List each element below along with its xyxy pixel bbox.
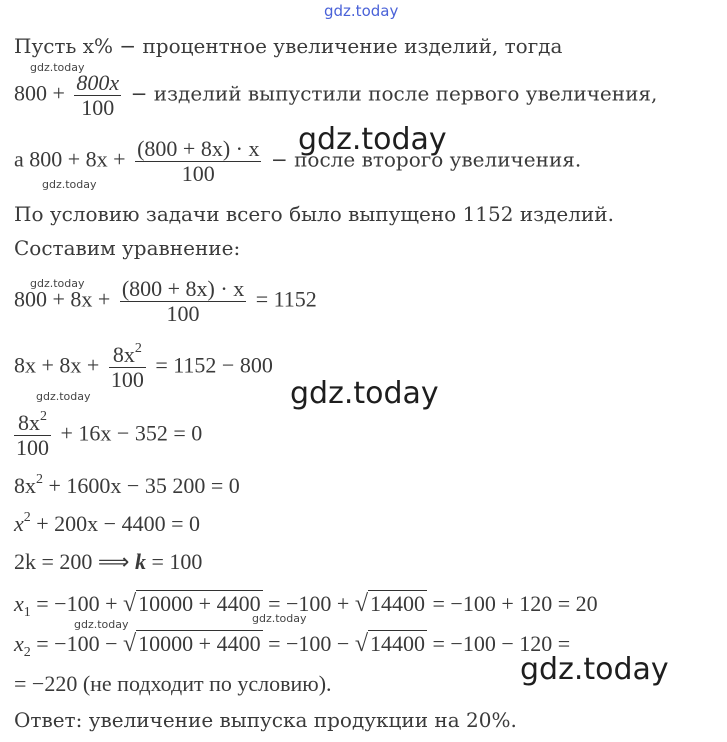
- fraction-numerator: [109, 341, 146, 367]
- expr-part: = 1152: [255, 286, 317, 312]
- fraction-denominator: 100: [74, 95, 121, 119]
- fraction: [14, 409, 51, 460]
- expr-part: 8x + 8x +: [14, 352, 100, 378]
- equation-6: [14, 550, 202, 574]
- fraction-denominator: 100: [16, 435, 49, 460]
- text-line-condition: По условию задачи всего было выпущено 1152 изделий.: [14, 202, 614, 226]
- exponent: 2: [134, 341, 142, 356]
- expr-part: = −100 − 120 =: [432, 631, 571, 656]
- expr-text: − после второго увеличения.: [270, 147, 582, 172]
- expr-part: = −100 −: [268, 631, 350, 656]
- expr-part: = −100 +: [268, 591, 350, 616]
- fraction-numerator: (800 + 8x) · x: [121, 276, 245, 301]
- expr-text: − изделий выпустили после первого увеличения,: [130, 81, 658, 106]
- radicand: 14400: [370, 631, 425, 656]
- root-x2: [14, 631, 571, 660]
- fraction-denominator: 100: [110, 367, 144, 392]
- sqrt-sign-icon: √: [354, 631, 368, 657]
- equation-2: [14, 341, 273, 392]
- subscript: 1: [23, 605, 31, 620]
- watermark-small: gdz.today: [30, 61, 85, 74]
- sqrt-expression: [123, 592, 263, 616]
- subscript: 2: [23, 645, 31, 660]
- watermark-small: gdz.today: [42, 178, 97, 191]
- expr-part: а 800 + 8x +: [14, 146, 126, 172]
- radicand: 14400: [370, 591, 425, 616]
- sqrt-expression: [355, 592, 427, 616]
- fraction: [120, 278, 246, 325]
- fraction-denominator: 100: [135, 161, 261, 185]
- watermark-large: gdz.today: [290, 376, 439, 411]
- variable-x: x: [14, 511, 24, 536]
- numerator-base: 8x: [112, 342, 135, 367]
- fraction-denominator: 100: [120, 301, 246, 325]
- fraction-numerator: 800x: [76, 70, 120, 95]
- expr-part: + 16x − 352 = 0: [60, 420, 203, 446]
- expr-part: + 1600x − 35 200 = 0: [48, 473, 240, 498]
- variable-k: k: [134, 549, 146, 574]
- expr-part: = 1152 − 800: [155, 352, 273, 378]
- sqrt-expression: [123, 632, 263, 656]
- watermark-large: gdz.today: [520, 652, 669, 687]
- exponent: 2: [23, 510, 31, 525]
- expr-part: = 100: [151, 549, 203, 574]
- fraction: [109, 341, 146, 392]
- equation-3: [14, 409, 203, 460]
- watermark-small: gdz.today: [74, 618, 129, 631]
- text-line-compose: Составим уравнение:: [14, 236, 241, 260]
- sqrt-sign-icon: √: [354, 591, 368, 617]
- variable-x: x: [14, 631, 24, 656]
- sqrt-sign-icon: √: [123, 591, 137, 617]
- watermark-small: gdz.today: [252, 612, 307, 625]
- watermark-top: gdz.today: [324, 2, 399, 20]
- expr-first-increase: [14, 72, 657, 119]
- watermark-large: gdz.today: [298, 122, 447, 157]
- fraction: [74, 72, 121, 119]
- watermark-small: gdz.today: [36, 390, 91, 403]
- fraction-numerator: (800 + 8x) · x: [137, 136, 260, 161]
- fraction-numerator: [14, 409, 51, 435]
- equation-5: [14, 512, 200, 536]
- expr-part: = −100 +: [36, 591, 118, 616]
- root-x2-result: = −220 (не подходит по условию).: [14, 671, 332, 696]
- expr-part: + 200x − 4400 = 0: [36, 511, 200, 536]
- numerator-base: 8x: [18, 410, 40, 435]
- expr-part: 800 +: [14, 80, 65, 106]
- exponent: 2: [36, 472, 43, 487]
- exponent: 2: [40, 409, 47, 424]
- sqrt-expression: [355, 632, 427, 656]
- watermark-small: gdz.today: [30, 277, 85, 290]
- fraction: [135, 138, 261, 185]
- sqrt-sign-icon: √: [123, 631, 137, 657]
- answer-line: Ответ: увеличение выпуска продукции на 20%.: [14, 708, 517, 732]
- variable-x: x: [14, 591, 24, 616]
- expr-part: 2k = 200 ⟹: [14, 549, 130, 574]
- text-line-intro: Пусть x% − процентное увеличение изделий, тогда: [14, 34, 563, 58]
- radicand: 10000 + 4400: [138, 631, 261, 656]
- expr-part: 8x: [14, 473, 36, 498]
- equation-4: [14, 474, 240, 498]
- expr-part: = −100 + 120 = 20: [432, 591, 598, 616]
- expr-part: = −100 −: [36, 631, 118, 656]
- radicand: 10000 + 4400: [138, 591, 261, 616]
- expr-part: 800 + 8x +: [14, 286, 111, 312]
